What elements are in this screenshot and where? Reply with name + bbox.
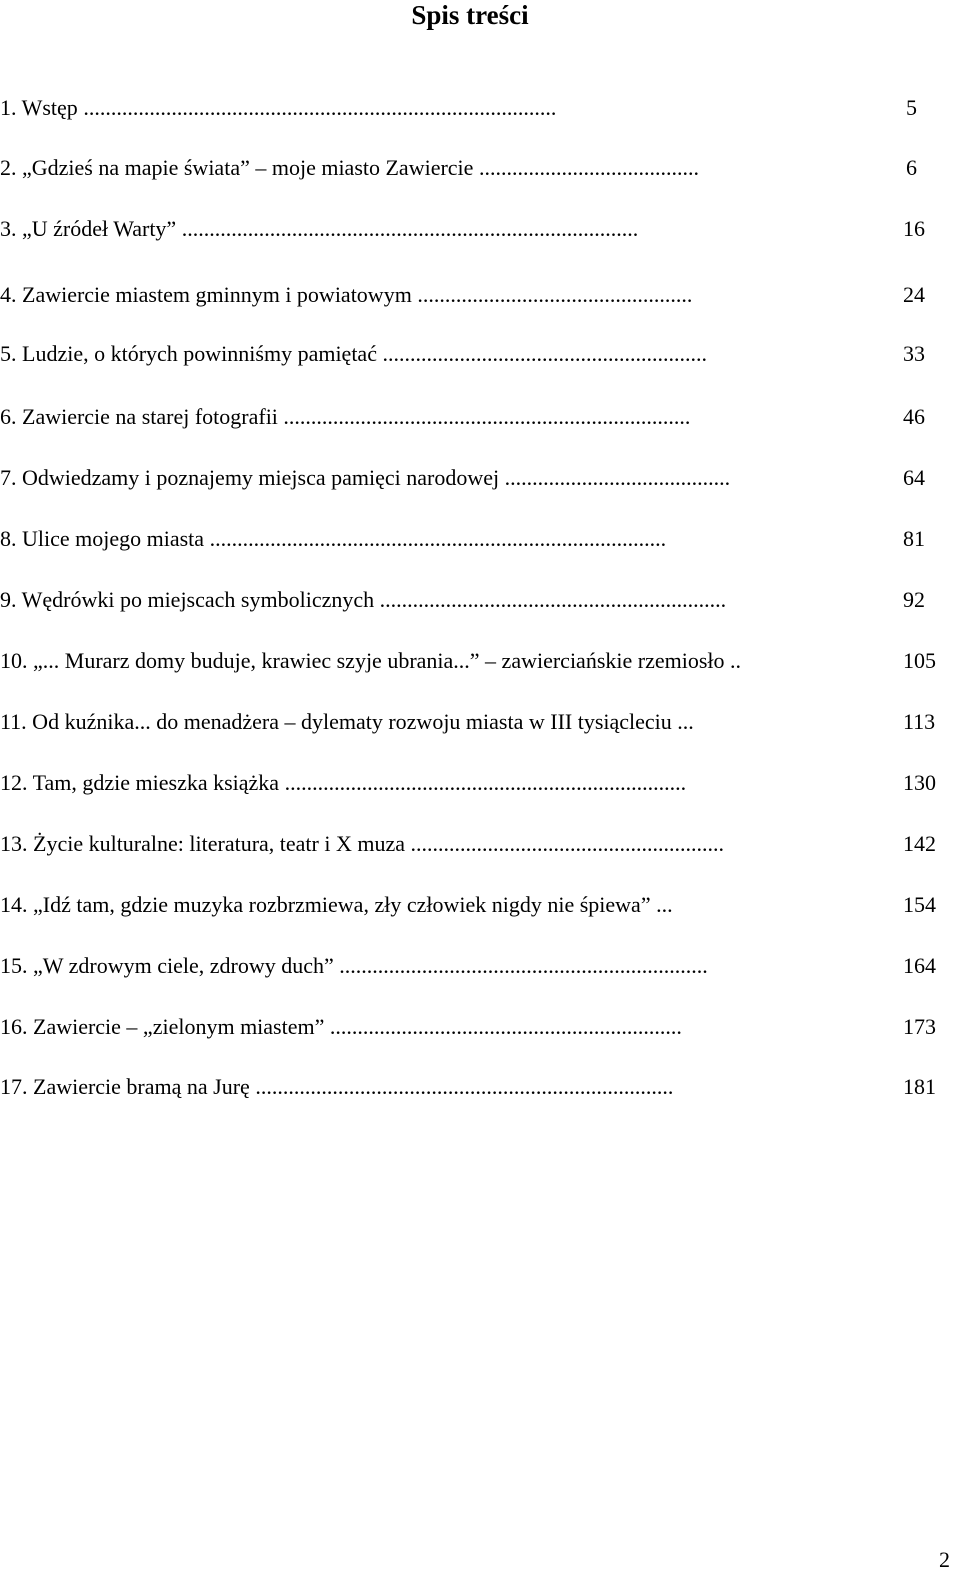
toc-entry-page: 164: [903, 953, 936, 978]
page-title: Spis treści: [411, 0, 529, 30]
toc-entry-page: 64: [903, 465, 925, 490]
toc-entry-label: 1. Wstęp ......................................................................................: [0, 95, 557, 120]
toc-entry-label: 10. „... Murarz domy buduje, krawiec szyje ubrania...” – zawierciańskie rzemiosło ..: [0, 648, 742, 673]
toc-entry-label: 15. „W zdrowym ciele, zdrowy duch” ...................................................................: [0, 953, 708, 978]
toc-entry-page: 92: [903, 587, 925, 612]
toc-entry-label: 6. Zawiercie na starej fotografii ..........................................................................: [0, 404, 691, 429]
toc-entry: [0, 281, 960, 309]
toc-entry-label: 13. Życie kulturalne: literatura, teatr i X muza .........................................................: [0, 831, 725, 856]
toc-entry: [0, 708, 960, 736]
toc-entry: [0, 154, 960, 182]
toc-entry-label: 16. Zawiercie – „zielonym miastem” ................................................................: [0, 1014, 682, 1039]
toc-entry: [0, 586, 960, 614]
toc-entry-page: 6: [906, 155, 917, 180]
toc-entry: [0, 1073, 960, 1101]
toc-entry-page: 46: [903, 404, 925, 429]
toc-entry-page: 33: [903, 341, 925, 366]
toc-entry-label: 11. Od kuźnika... do menadżera – dylematy rozwoju miasta w III tysiącleciu ...: [0, 709, 694, 734]
toc-entry-page: 24: [903, 282, 925, 307]
toc-entry: [0, 403, 960, 431]
toc-entry-page: 130: [903, 770, 936, 795]
toc-entry: [0, 952, 960, 980]
toc-entry-label: 17. Zawiercie bramą na Jurę ............................................................................: [0, 1074, 674, 1099]
toc-entry: [0, 891, 960, 919]
toc-entry-page: 105: [903, 648, 936, 673]
toc-entry-page: 181: [903, 1074, 936, 1099]
toc-entry: [0, 830, 960, 858]
toc-entry-label: 8. Ulice mojego miasta ...................................................................................: [0, 526, 667, 551]
toc-entry-label: 12. Tam, gdzie mieszka książka .........................................................................: [0, 770, 687, 795]
toc-entry: [0, 464, 960, 492]
toc-entry-page: 173: [903, 1014, 936, 1039]
toc-entry-page: 113: [903, 709, 936, 734]
toc-entry: [0, 1013, 960, 1041]
toc-entry-label: 2. „Gdzieś na mapie świata” – moje miasto Zawiercie ........................................: [0, 155, 699, 180]
toc-entry: [0, 525, 960, 553]
toc-entry-page: 142: [903, 831, 936, 856]
toc-entry: [0, 94, 960, 122]
toc-entry: [0, 340, 960, 368]
toc-entry-label: 7. Odwiedzamy i poznajemy miejsca pamięci narodowej .........................................: [0, 465, 731, 490]
toc-entry-page: 5: [906, 95, 917, 120]
page-number: 2: [939, 1547, 950, 1572]
toc-entry-page: 16: [903, 216, 925, 241]
toc-entry: [0, 647, 960, 675]
toc-entry-label: 4. Zawiercie miastem gminnym i powiatowym ..................................................: [0, 282, 693, 307]
toc-entry-page: 154: [903, 892, 936, 917]
toc-entry: [0, 769, 960, 797]
toc-entry-label: 5. Ludzie, o których powinniśmy pamiętać ...........................................................: [0, 341, 707, 366]
toc-entry: [0, 215, 960, 243]
toc-entry-label: 3. „U źródeł Warty” ...................................................................................: [0, 216, 639, 241]
toc-entry-page: 81: [903, 526, 925, 551]
toc-entry-label: 14. „Idź tam, gdzie muzyka rozbrzmiewa, zły człowiek nigdy nie śpiewa” ...: [0, 892, 673, 917]
toc-entry-label: 9. Wędrówki po miejscach symbolicznych ...............................................................: [0, 587, 727, 612]
